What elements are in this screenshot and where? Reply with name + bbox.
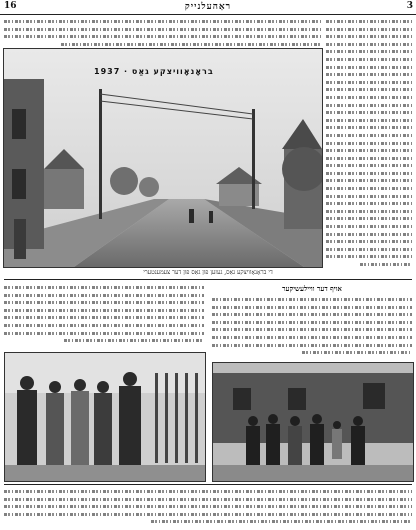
section-title: אויף דער וויילעשיקער	[282, 284, 342, 293]
text-column-right-middle	[212, 296, 412, 358]
corner-mark: 3	[406, 1, 413, 11]
page-header	[0, 0, 416, 15]
text-block-bottom	[4, 488, 412, 528]
group-walking-photo	[4, 352, 206, 482]
text-block-top	[4, 18, 322, 46]
photo-inscription: בראָנאָוויצקע גאַס · 1937	[94, 67, 214, 76]
caption-top: די בראָנאָוויצקע גאַס, געזען פון גאַס פון דער צעמענטערי	[143, 269, 273, 276]
group-walking-image	[5, 353, 205, 481]
page-number: 16	[4, 1, 17, 11]
group-house-image	[213, 363, 413, 481]
text-column-right	[326, 18, 412, 280]
group-house-photo	[212, 362, 414, 482]
divider-top	[4, 279, 412, 280]
divider-bottom	[4, 484, 412, 485]
street-photo-image	[4, 49, 322, 267]
text-column-left-middle	[4, 284, 204, 346]
page-title: ראַהעלנייק	[184, 2, 232, 12]
street-photo	[3, 48, 323, 268]
